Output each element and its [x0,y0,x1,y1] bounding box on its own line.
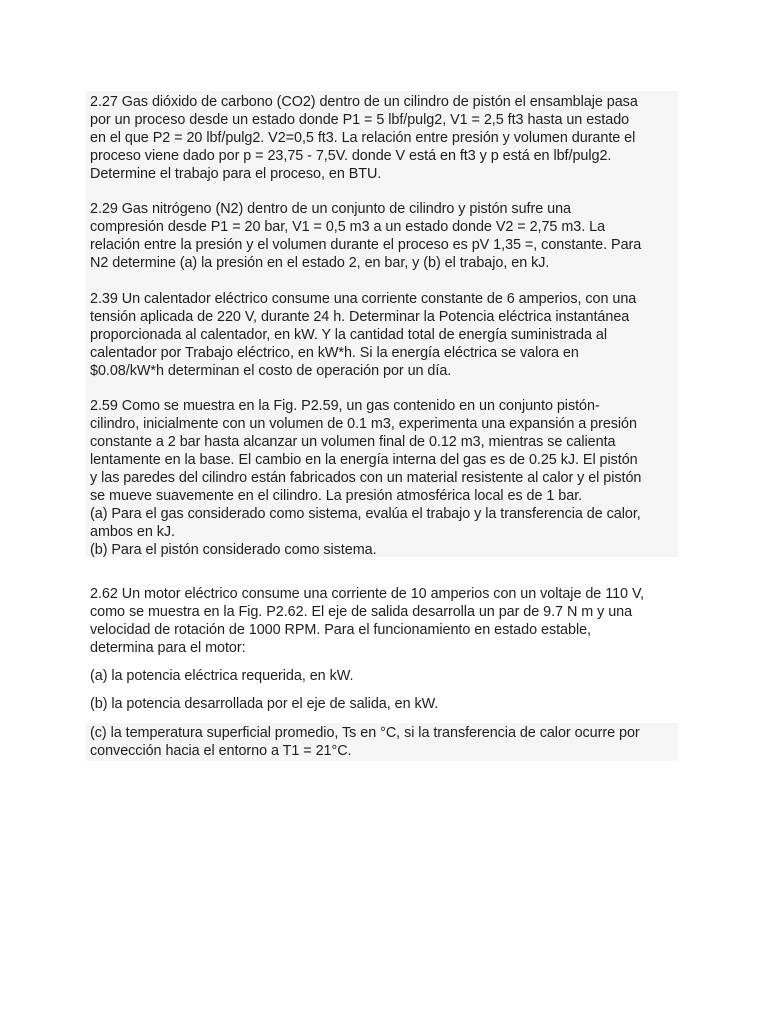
problem-line: $0.08/kW*h determinan el costo de operación por un día. [90,363,452,379]
problem-line: por un proceso desde un estado donde P1 = 5 lbf/pulg2, V1 = 2,5 ft3 hasta un estado [90,112,630,128]
problem-line: 2.29 Gas nitrógeno (N2) dentro de un conjunto de cilindro y pistón sufre una [90,201,571,217]
problem-line: N2 determine (a) la presión en el estado 2, en bar, y (b) el trabajo, en kJ. [90,255,550,271]
problem-line: compresión desde P1 = 20 bar, V1 = 0,5 m3 a un estado donde V2 = 2,75 m3. La [90,219,606,235]
problem-line: calentador por Trabajo eléctrico, en kW*h. Si la energía eléctrica se valora en [90,345,579,361]
problem-2-62-part-b [90,695,680,713]
problem-2-59 [90,397,680,559]
problem-line: proporcionada al calentador, en kW. Y la cantidad total de energía suministrada al [90,327,607,343]
problem-2-62-part-a [90,667,680,685]
problem-2-62-part-c [90,724,680,760]
problem-line: en el que P2 = 20 lbf/pulg2. V2=0,5 ft3. La relación entre presión y volumen durante el [90,130,636,146]
problem-line: constante a 2 bar hasta alcanzar un volumen final de 0.12 m3, mientras se calienta [90,434,616,450]
problem-line: 2.59 Como se muestra en la Fig. P2.59, un gas contenido en un conjunto pistón- [90,398,600,414]
problem-part-line: (b) la potencia desarrollada por el eje de salida, en kW. [90,696,439,712]
problem-line: velocidad de rotación de 1000 RPM. Para el funcionamiento en estado estable, [90,622,591,638]
problem-2-29 [90,200,680,272]
problem-line: (b) Para el pistón considerado como sistema. [90,542,377,558]
problem-2-62 [90,585,680,657]
problem-line: tensión aplicada de 220 V, durante 24 h. Determinar la Potencia eléctrica instantánea [90,309,630,325]
problem-line: relación entre la presión y el volumen durante el proceso es pV 1,35 =, constante. Para [90,237,642,253]
problem-line: cilindro, inicialmente con un volumen de 0.1 m3, experimenta una expansión a presión [90,416,637,432]
problem-line: y las paredes del cilindro están fabricados con un material resistente al calor y el pistón [90,470,642,486]
problem-line: Determine el trabajo para el proceso, en BTU. [90,166,382,182]
problem-line: se mueve suavemente en el cilindro. La presión atmosférica local es de 1 bar. [90,488,583,504]
problem-line: lentamente en la base. El cambio en la energía interna del gas es de 0.25 kJ. El pistón [90,452,638,468]
problem-2-27 [90,93,680,183]
problem-line: 2.27 Gas dióxido de carbono (CO2) dentro de un cilindro de pistón el ensamblaje pasa [90,94,638,110]
problem-2-39 [90,290,680,380]
problem-line: determina para el motor: [90,640,246,656]
problem-line: ambos en kJ. [90,524,175,540]
problem-line: como se muestra en la Fig. P2.62. El eje de salida desarrolla un par de 9.7 N m y una [90,604,633,620]
problem-line: proceso viene dado por p = 23,75 - 7,5V. donde V está en ft3 y p está en lbf/pulg2. [90,148,612,164]
problem-line: 2.62 Un motor eléctrico consume una corriente de 10 amperios con un voltaje de 110 V, [90,586,645,602]
problem-part-line: (a) la potencia eléctrica requerida, en kW. [90,668,354,684]
problem-part-line: (c) la temperatura superficial promedio, Ts en °C, si la transferencia de calor ocurre por [90,725,640,741]
problem-part-line: convección hacia el entorno a T1 = 21°C. [90,743,352,759]
problem-line: (a) Para el gas considerado como sistema, evalúa el trabajo y la transferencia de calor, [90,506,641,522]
problem-line: 2.39 Un calentador eléctrico consume una corriente constante de 6 amperios, con una [90,291,637,307]
